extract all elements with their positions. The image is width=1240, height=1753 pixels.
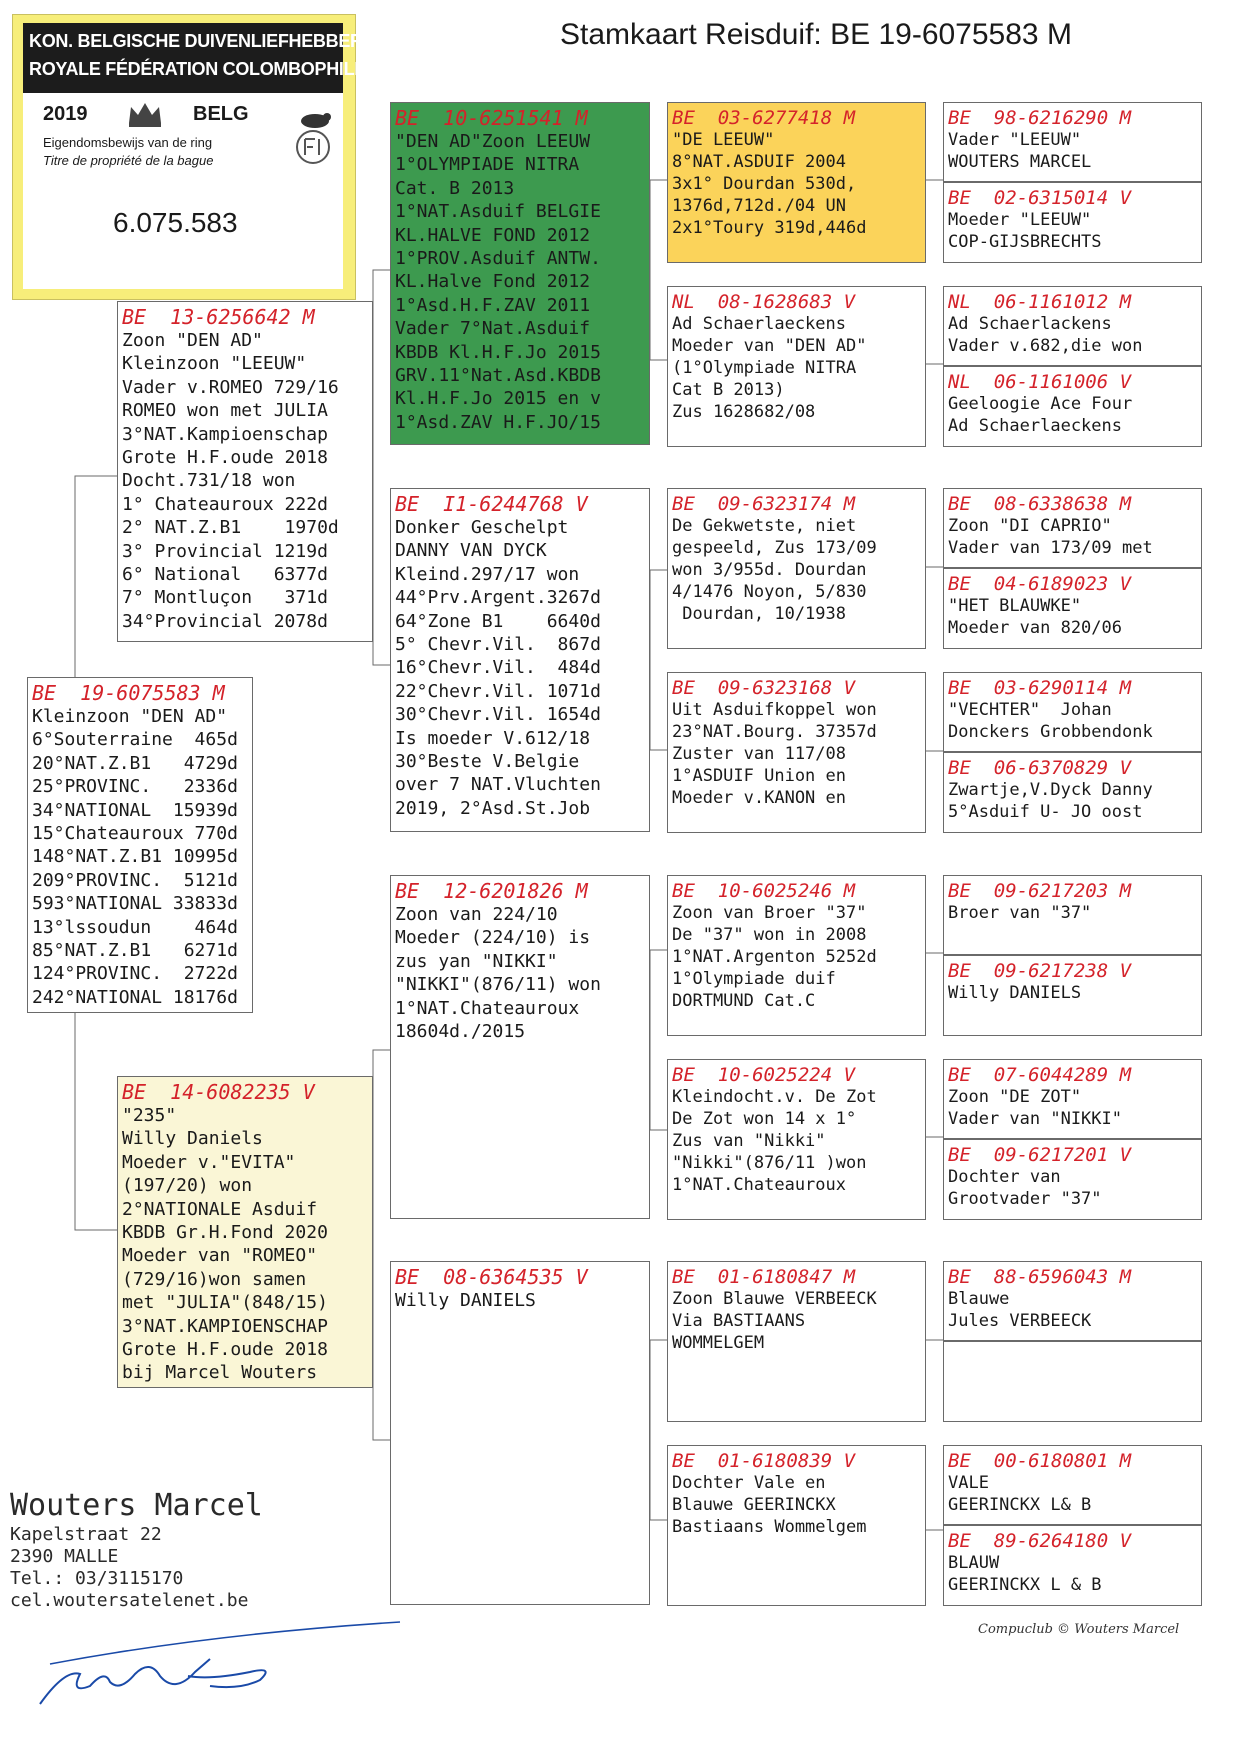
- pigeon-box-dss: [667, 875, 926, 1036]
- pigeon-info-line: Moeder van 820/06: [948, 618, 1122, 638]
- pigeon-info-line: "VECHTER" Johan: [948, 700, 1112, 720]
- pigeon-box-sss: [667, 102, 926, 263]
- pigeon-info-line: 1°Asd.H.F.ZAV 2011: [395, 294, 591, 316]
- pigeon-info-line: 6°Souterraine 465d: [32, 729, 238, 751]
- pigeon-info-line: KBDB Gr.H.Fond 2020: [122, 1222, 328, 1244]
- ring-id: BE 03-6277418 M: [672, 107, 856, 129]
- pigeon-info-line: 2°NATIONALE Asduif: [122, 1198, 318, 1220]
- pigeon-info-line: Moeder "LEEUW": [948, 210, 1092, 230]
- federation-name-fr: ROYALE FÉDÉRATION COLOMBOPHILE BELGE: [29, 59, 432, 79]
- ring-id: BE I1-6244768 V: [395, 492, 588, 516]
- pigeon-info-line: BLAUW: [948, 1553, 1000, 1573]
- pigeon-box-g2b: [943, 366, 1202, 447]
- pigeon-info-line: GRV.11°Nat.Asd.KBDB: [395, 365, 601, 387]
- pigeon-info-line: 5°Asduif U- JO oost: [948, 802, 1143, 822]
- pigeon-info-line: over 7 NAT.Vluchten: [395, 774, 601, 796]
- pigeon-info-line: Blauwe: [948, 1289, 1010, 1309]
- pigeon-info-line: Moeder v.KANON en: [672, 788, 846, 808]
- pigeon-info-line: 20°NAT.Z.B1 4729d: [32, 752, 238, 774]
- pigeon-info-line: Zoon van Broer "37": [672, 903, 867, 923]
- pigeon-info-line: Moeder van "DEN AD": [672, 336, 867, 356]
- ring-id: BE 98-6216290 M: [948, 107, 1132, 129]
- pigeon-info-line: Docht.731/18 won: [122, 470, 296, 492]
- ring-id: BE 13-6256642 M: [122, 305, 315, 329]
- ring-id: BE 19-6075583 M: [32, 681, 225, 705]
- pigeon-box-g1a: [943, 102, 1202, 182]
- pigeon-info-line: Vader v.ROMEO 729/16: [122, 376, 339, 398]
- pigeon-info-line: Ad Schaerlaeckens: [948, 416, 1122, 436]
- pigeon-info-line: Vader 7°Nat.Asduif: [395, 318, 591, 340]
- ring-id: BE 07-6044289 M: [948, 1064, 1132, 1086]
- pigeon-info-line: Ad Schaerlackens: [948, 314, 1112, 334]
- pigeon-info-line: Bastiaans Wommelgem: [672, 1517, 867, 1537]
- ownership-nl: Eigendomsbewijs van de ring: [43, 135, 213, 150]
- ring-country: BELG: [193, 103, 249, 125]
- pigeon-info-line: 85°NAT.Z.B1 6271d: [32, 940, 238, 962]
- ring-id: BE 09-6217238 V: [948, 960, 1132, 982]
- ring-id: NL 08-1628683 V: [672, 291, 856, 313]
- ring-id: BE 09-6323168 V: [672, 677, 856, 699]
- pigeon-info-line: Zoon van 224/10: [395, 904, 558, 925]
- pigeon-info-line: Moeder van "ROMEO": [122, 1245, 318, 1267]
- pigeon-info-line: 34°NATIONAL 15939d: [32, 799, 238, 821]
- pigeon-info-line: Kl.H.F.Jo 2015 en v: [395, 388, 601, 410]
- pigeon-info-line: Cat. B 2013: [395, 177, 515, 199]
- pigeon-info-line: 25°PROVINC. 2336d: [32, 776, 238, 798]
- pigeon-info-line: Dochter van: [948, 1167, 1061, 1187]
- pigeon-info-line: (1°Olympiade NITRA: [672, 358, 857, 378]
- pigeon-info-line: Zoon Blauwe VERBEECK: [672, 1289, 877, 1309]
- pigeon-info-line: Donker Geschelpt: [395, 517, 569, 538]
- ring-number: 6.075.583: [113, 207, 238, 238]
- ring-year: 2019: [43, 103, 88, 125]
- pigeon-info-line: 1°Olympiade duif: [672, 969, 836, 989]
- pigeon-info-line: Grote H.F.oude 2018: [122, 1339, 328, 1361]
- pigeon-info-line: Zwartje,V.Dyck Danny: [948, 780, 1153, 800]
- pigeon-info-line: 1°OLYMPIADE NITRA: [395, 154, 580, 176]
- ring-id: BE 02-6315014 V: [948, 187, 1132, 209]
- pigeon-info-line: Willy Daniels: [122, 1128, 263, 1150]
- ring-id: NL 06-1161012 M: [948, 291, 1132, 313]
- pigeon-info-line: Willy DANIELS: [395, 1290, 536, 1311]
- pigeon-info-line: 23°NAT.Bourg. 37357d: [672, 722, 877, 742]
- pigeon-info-line: 18604d./2015: [395, 1021, 526, 1043]
- pigeon-info-line: De Gekwetste, niet: [672, 516, 857, 536]
- pigeon-info-line: 1°NAT.Chateauroux: [395, 997, 580, 1019]
- pigeon-box-dd: [390, 1261, 650, 1605]
- pigeon-info-line: 13°lssoudun 464d: [32, 916, 238, 938]
- pigeon-info-line: Zoon "DE ZOT": [948, 1087, 1082, 1107]
- ring-id: BE 10-6025246 M: [672, 880, 856, 902]
- pigeon-info-line: ROMEO won met JULIA: [122, 400, 328, 422]
- pigeon-info-line: Kleinzoon "LEEUW": [122, 353, 307, 375]
- pigeon-info-line: KBDB Kl.H.F.Jo 2015: [395, 341, 601, 363]
- pigeon-info-line: 3°NAT.KAMPIOENSCHAP: [122, 1315, 328, 1337]
- pigeon-info-line: 30°Chevr.Vil. 1654d: [395, 704, 601, 726]
- pigeon-info-line: 1°NAT.Asduif BELGIE: [395, 201, 601, 223]
- pigeon-info-line: 44°Prv.Argent.3267d: [395, 587, 601, 609]
- ring-id: BE 01-6180847 M: [672, 1266, 856, 1288]
- pigeon-info-line: Vader van "NIKKI": [948, 1109, 1122, 1129]
- pigeon-box-g5b: [943, 955, 1202, 1036]
- pigeon-info-line: Ad Schaerlaeckens: [672, 314, 846, 334]
- ring-id: NL 06-1161006 V: [948, 371, 1132, 393]
- pigeon-info-line: VALE: [948, 1473, 989, 1493]
- pigeon-box-g7a: [943, 1261, 1202, 1341]
- ring-id: BE 04-6189023 V: [948, 573, 1132, 595]
- pigeon-info-line: "NIKKI"(876/11) won: [395, 974, 601, 996]
- pigeon-box-g4a: [943, 672, 1202, 752]
- pigeon-info-line: 64°Zone B1 6640d: [395, 610, 601, 632]
- pigeon-info-line: Cat B 2013): [672, 380, 785, 400]
- pigeon-info-line: 30°Beste V.Belgie: [395, 751, 580, 773]
- pigeon-info-line: Zoon "DEN AD": [122, 330, 263, 351]
- pigeon-box-sire: [117, 301, 373, 642]
- pigeon-info-line: 1376d,712d./04 UN: [672, 196, 846, 216]
- pigeon-box-dsd: [667, 1059, 926, 1220]
- pigeon-info-line: Donckers Grobbendonk: [948, 722, 1153, 742]
- pigeon-box-g8a: [943, 1445, 1202, 1525]
- pigeon-info-line: 2019, 2°Asd.St.Job: [395, 797, 591, 819]
- pigeon-info-line: 2x1°Toury 319d,446d: [672, 218, 867, 238]
- pigeon-box-sds: [667, 488, 926, 649]
- pigeon-info-line: 4/1476 Noyon, 5/830: [672, 582, 867, 602]
- ring-id: BE 03-6290114 M: [948, 677, 1132, 699]
- pigeon-info-line: Vader "LEEUW": [948, 130, 1082, 150]
- ring-id: BE 12-6201826 M: [395, 879, 588, 903]
- pigeon-info-line: Zuster van 117/08: [672, 744, 846, 764]
- ring-id: BE 08-6338638 M: [948, 493, 1132, 515]
- pigeon-info-line: Moeder (224/10) is: [395, 927, 591, 949]
- pigeon-box-dds: [667, 1261, 926, 1422]
- owner-city: 2390 MALLE: [10, 1546, 119, 1567]
- pigeon-info-line: 209°PROVINC. 5121d: [32, 869, 238, 891]
- pigeon-info-line: Zus 1628682/08: [672, 402, 816, 422]
- ring-id: BE 09-6217201 V: [948, 1144, 1132, 1166]
- owner-name: Wouters Marcel: [10, 1488, 263, 1523]
- pigeon-info-line: Vader v.682,die won: [948, 336, 1143, 356]
- pigeon-info-line: 6° National 6377d: [122, 564, 328, 586]
- ring-id: BE 89-6264180 V: [948, 1530, 1132, 1552]
- pigeon-info-line: 593°NATIONAL 33833d: [32, 893, 238, 915]
- pigeon-info-line: COP-GIJSBRECHTS: [948, 232, 1102, 252]
- pigeon-info-line: DANNY VAN DYCK: [395, 540, 547, 562]
- pigeon-info-line: 34°Provincial 2078d: [122, 610, 328, 632]
- ring-id: BE 00-6180801 M: [948, 1450, 1132, 1472]
- pigeon-info-line: Kleinzoon "DEN AD": [32, 706, 228, 727]
- pigeon-info-line: KL.Halve Fond 2012: [395, 271, 591, 293]
- pigeon-info-line: met "JULIA"(848/15): [122, 1292, 328, 1314]
- copyright: Compuclub © Wouters Marcel: [978, 1622, 1180, 1637]
- pigeon-info-line: "HET BLAUWKE": [948, 596, 1082, 616]
- pigeon-box-ddd: [667, 1445, 926, 1606]
- owner-email: cel.woutersatelenet.be: [10, 1590, 249, 1611]
- pigeon-info-line: 1°ASDUIF Union en: [672, 766, 846, 786]
- pigeon-info-line: (197/20) won: [122, 1175, 253, 1197]
- pigeon-box-g3a: [943, 488, 1202, 568]
- ring-id: BE 88-6596043 M: [948, 1266, 1132, 1288]
- pigeon-box-g5a: [943, 875, 1202, 955]
- pigeon-info-line: 3x1° Dourdan 530d,: [672, 174, 857, 194]
- ring-id: BE 09-6217203 M: [948, 880, 1132, 902]
- pigeon-info-line: WOMMELGEM: [672, 1333, 765, 1353]
- ownership-fr: Titre de propriété de la bague: [43, 153, 214, 168]
- ring-id: BE 08-6364535 V: [395, 1265, 588, 1289]
- pigeon-info-line: Is moeder V.612/18: [395, 727, 591, 749]
- pigeon-box-subject: [27, 677, 253, 1013]
- pigeon-info-line: "DE LEEUW": [672, 130, 775, 150]
- pigeon-info-line: Grootvader "37": [948, 1189, 1102, 1209]
- pigeon-info-line: 124°PROVINC. 2722d: [32, 963, 238, 985]
- pigeon-box-dam: [117, 1076, 373, 1388]
- pigeon-info-line: "DEN AD"Zoon LEEUW: [395, 131, 591, 152]
- pigeon-info-line: GEERINCKX L & B: [948, 1575, 1102, 1595]
- pigeon-info-line: 7° Montluçon 371d: [122, 587, 328, 609]
- page-title: Stamkaart Reisduif: BE 19-6075583 M: [560, 18, 1072, 51]
- ring-id: BE 01-6180839 V: [672, 1450, 856, 1472]
- pigeon-info-line: 1°NAT.Argenton 5252d: [672, 947, 877, 967]
- pigeon-info-line: 242°NATIONAL 18176d: [32, 986, 238, 1008]
- pigeon-box-g7b: [943, 1341, 1202, 1422]
- pigeon-info-line: 1°NAT.Chateauroux: [672, 1175, 846, 1195]
- pigeon-info-line: Geeloogie Ace Four: [948, 394, 1133, 414]
- pigeon-info-line: 3°NAT.Kampioenschap: [122, 423, 328, 445]
- pigeon-info-line: Via BASTIAANS: [672, 1311, 806, 1331]
- signature-icon: [10, 1614, 410, 1714]
- pigeon-info-line: Uit Asduifkoppel won: [672, 700, 877, 720]
- pigeon-info-line: Kleind.297/17 won: [395, 563, 580, 585]
- pigeon-info-line: 148°NAT.Z.B1 10995d: [32, 846, 238, 868]
- pigeon-info-line: Kleindocht.v. De Zot: [672, 1087, 877, 1107]
- ring-id: BE 09-6323174 M: [672, 493, 856, 515]
- pigeon-box-g8b: [943, 1525, 1202, 1606]
- pigeon-info-line: KL.HALVE FOND 2012: [395, 224, 591, 246]
- pigeon-info-line: Dochter Vale en: [672, 1473, 826, 1493]
- owner-street: Kapelstraat 22: [10, 1524, 162, 1545]
- pigeon-info-line: gespeeld, Zus 173/09: [672, 538, 877, 558]
- pigeon-box-g6b: [943, 1139, 1202, 1220]
- pigeon-box-sdd: [667, 672, 926, 833]
- pigeon-info-line: 16°Chevr.Vil. 484d: [395, 657, 601, 679]
- pigeon-box-ssd: [667, 286, 926, 447]
- ring-id: BE 10-6025224 V: [672, 1064, 856, 1086]
- pigeon-info-line: 1° Chateauroux 222d: [122, 493, 328, 515]
- pigeon-info-line: De "37" won in 2008: [672, 925, 867, 945]
- pigeon-info-line: 8°NAT.ASDUIF 2004: [672, 152, 846, 172]
- federation-name-nl: KON. BELGISCHE DUIVENLIEFHEBBERSBOND: [29, 31, 427, 51]
- pigeon-info-line: 1°Asd.ZAV H.F.JO/15: [395, 411, 601, 433]
- pigeon-info-line: 5° Chevr.Vil. 867d: [395, 634, 601, 656]
- pigeon-box-g3b: [943, 568, 1202, 649]
- pigeon-box-g2a: [943, 286, 1202, 366]
- pigeon-info-line: Zoon "DI CAPRIO": [948, 516, 1112, 536]
- pigeon-info-line: 2° NAT.Z.B1 1970d: [122, 517, 339, 539]
- pigeon-info-line: 22°Chevr.Vil. 1071d: [395, 680, 601, 702]
- pigeon-info-line: Willy DANIELS: [948, 983, 1082, 1003]
- owner-block: [10, 1488, 263, 1612]
- pigeon-info-line: Vader van 173/09 met: [948, 538, 1153, 558]
- pigeon-box-ds: [390, 875, 650, 1219]
- pigeon-info-line: "235": [122, 1105, 177, 1126]
- pigeon-info-line: Grote H.F.oude 2018: [122, 447, 328, 469]
- pigeon-info-line: 1°PROV.Asduif ANTW.: [395, 248, 601, 270]
- ring-id: BE 10-6251541 M: [395, 106, 588, 130]
- pigeon-box-g6a: [943, 1059, 1202, 1139]
- pigeon-info-line: 3° Provincial 1219d: [122, 540, 328, 562]
- pigeon-box-g1b: [943, 182, 1202, 263]
- pigeon-info-line: Dourdan, 10/1938: [672, 604, 846, 624]
- owner-phone: Tel.: 03/3115170: [10, 1568, 184, 1589]
- pigeon-info-line: Moeder v."EVITA": [122, 1151, 296, 1173]
- pigeon-info-line: bij Marcel Wouters: [122, 1362, 318, 1384]
- pigeon-info-line: (729/16)won samen: [122, 1268, 307, 1290]
- pigeon-info-line: Zus van "Nikki": [672, 1131, 826, 1151]
- pigeon-info-line: Jules VERBEECK: [948, 1311, 1092, 1331]
- pigeon-box-ss: [390, 102, 650, 445]
- pigeon-info-line: 15°Chateauroux 770d: [32, 823, 238, 845]
- pigeon-info-line: De Zot won 14 x 1°: [672, 1109, 857, 1129]
- pigeon-box-sd: [390, 488, 650, 832]
- pigeon-info-line: Blauwe GEERINCKX: [672, 1495, 836, 1515]
- pigeon-info-line: WOUTERS MARCEL: [948, 152, 1092, 172]
- pigeon-info-line: Broer van "37": [948, 903, 1092, 923]
- pigeon-info-line: zus yan "NIKKI": [395, 950, 558, 972]
- ring-id: BE 06-6370829 V: [948, 757, 1132, 779]
- pigeon-info-line: "Nikki"(876/11 )won: [672, 1153, 867, 1173]
- pigeon-info-line: won 3/955d. Dourdan: [672, 560, 867, 580]
- pigeon-info-line: DORTMUND Cat.C: [672, 991, 816, 1011]
- ring-id: BE 14-6082235 V: [122, 1080, 315, 1104]
- pigeon-info-line: GEERINCKX L& B: [948, 1495, 1092, 1515]
- pigeon-box-g4b: [943, 752, 1202, 833]
